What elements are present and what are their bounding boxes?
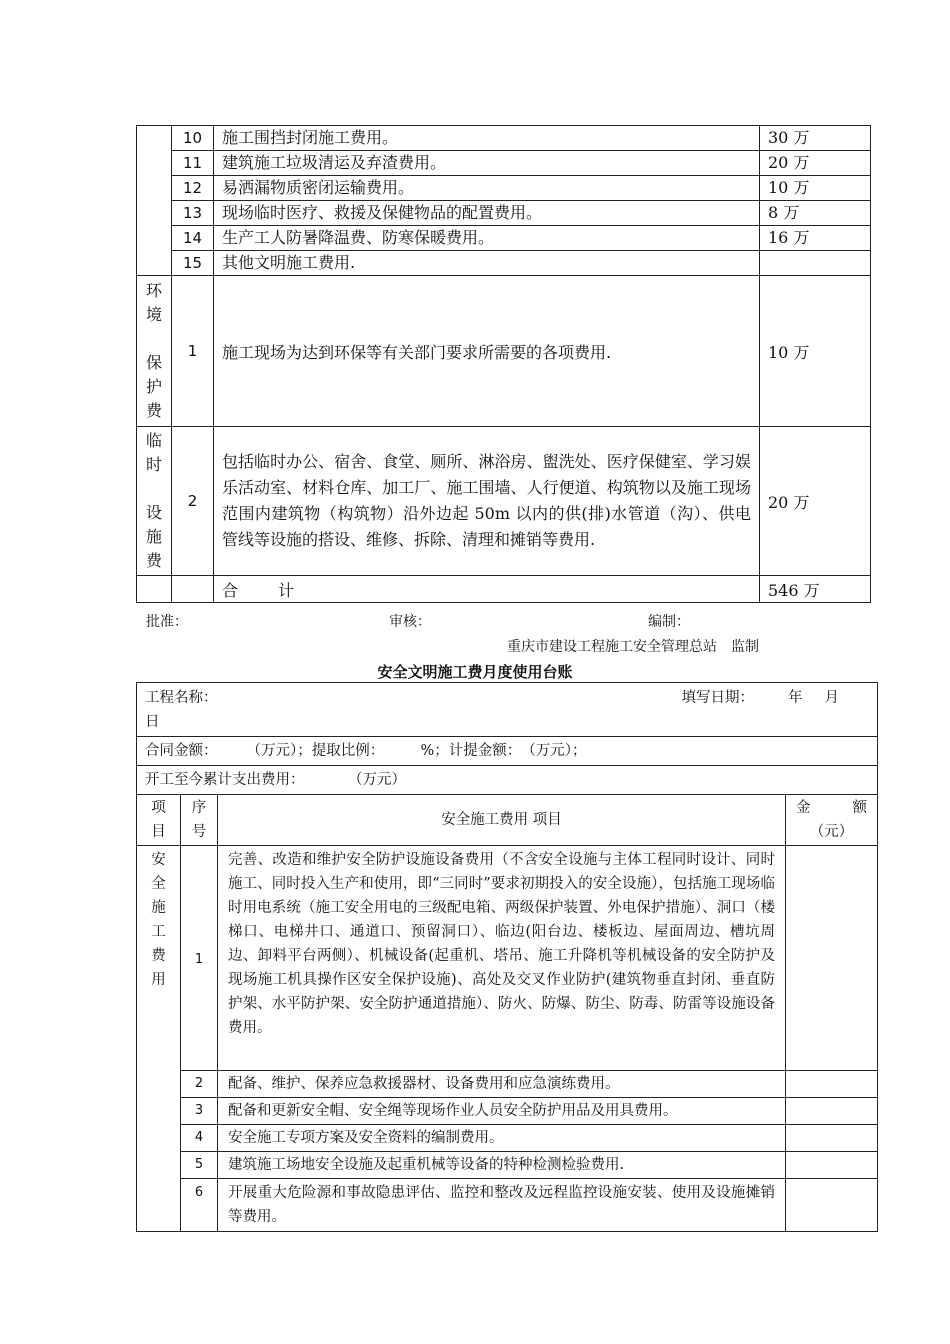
row-number: 11 [172, 151, 214, 176]
category-safety: 安全施工费用 [151, 852, 166, 988]
issuer-line: 重庆市建设工程施工安全管理总站 监制 [507, 639, 759, 655]
row-amount [786, 1098, 878, 1125]
row-number: 2 [181, 1071, 218, 1098]
table-row [137, 226, 871, 251]
row-amount: 10 万 [760, 276, 871, 427]
contract-row [137, 737, 878, 766]
total-label: 合 计 [214, 576, 760, 603]
table-row [137, 1071, 878, 1098]
fill-date-label: 填写日期： [681, 690, 754, 706]
row-amount [786, 846, 878, 1071]
ledger-title: 安全文明施工费月度使用台账 [377, 663, 573, 681]
total-amount: 546 万 [760, 576, 871, 603]
row-amount: 30 万 [760, 126, 871, 151]
table-row [137, 1152, 878, 1179]
row-number: 10 [172, 126, 214, 151]
row-amount: 8 万 [760, 201, 871, 226]
table-row [137, 1125, 878, 1152]
row-amount [786, 1125, 878, 1152]
row-item: 包括临时办公、宿舍、食堂、厕所、淋浴房、盥洗处、医疗保健室、学习娱乐活动室、材料仓库、加工厂、施工围墙、人行便道、构筑物以及施工现场范围内建筑物（构筑物）沿外边起 50m 以内的供(排)水管道（沟）、供电管线等设施的搭设、维修、拆除、清理和摊销等费用. [214, 427, 760, 576]
table-row [137, 1179, 878, 1232]
category-env-bottom: 保护费 [145, 353, 162, 420]
table-row [137, 126, 871, 151]
cumulative-line: 开工至今累计支出费用： （万元） [137, 766, 878, 795]
category-temp [137, 427, 172, 576]
row-amount [760, 251, 871, 276]
column-header-amount: 金 额 （元） [786, 795, 878, 846]
prepare-label: 编制： [648, 614, 690, 630]
table-row-env [137, 276, 871, 427]
row-number: 14 [172, 226, 214, 251]
row-item: 建筑施工垃圾清运及弃渣费用。 [214, 151, 760, 176]
contract-line: 合同金额： （万元）；提取比例： %；计提金额： （万元）； [137, 737, 878, 766]
row-desc: 配备和更新安全帽、安全绳等现场作业人员安全防护用品及用具费用。 [218, 1098, 786, 1125]
row-number: 6 [181, 1179, 218, 1232]
row-amount: 10 万 [760, 176, 871, 201]
row-number: 1 [181, 846, 218, 1071]
category-temp-bottom: 设施费 [145, 503, 162, 570]
row-number: 5 [181, 1152, 218, 1179]
row-desc: 安全施工专项方案及安全资料的编制费用。 [218, 1125, 786, 1152]
month-label: 月 [824, 690, 839, 706]
cumulative-row [137, 766, 878, 795]
table-row [137, 1098, 878, 1125]
total-row [137, 576, 871, 603]
row-number: 3 [181, 1098, 218, 1125]
column-header-row [137, 795, 878, 846]
row-item: 施工现场为达到环保等有关部门要求所需要的各项费用. [214, 276, 760, 427]
row-item: 施工围挡封闭施工费用。 [214, 126, 760, 151]
category-cell-blank [137, 126, 172, 276]
column-header-no: 序号 [191, 800, 207, 840]
project-name-label: 工程名称： [145, 690, 218, 706]
year-label: 年 [788, 690, 803, 706]
row-desc: 配备、维护、保养应急救援器材、设备费用和应急演练费用。 [218, 1071, 786, 1098]
table-row [137, 151, 871, 176]
column-header-item: 项目 [151, 800, 166, 840]
row-item: 易洒漏物质密闭运输费用。 [214, 176, 760, 201]
row-number: 4 [181, 1125, 218, 1152]
table-row [137, 846, 878, 1071]
row-number: 1 [172, 276, 214, 427]
table-row [137, 201, 871, 226]
row-desc: 完善、改造和维护安全防护设施设备费用（不含安全设施与主体工程同时设计、同时施工、同时投入生产和使用，即“三同时”要求初期投入的安全设施），包括施工现场临时用电系统（施工安全用电的三级配电箱、两级保护装置、外电保护措施）、洞口（楼梯口、电梯井口、通道口、预留洞口）、临边(阳台边、楼板边、屋面周边、槽坑周边、卸料平台两侧）、机械设备(起重机、塔吊、施工升降机等机械设备的安全防护及现场施工机具操作区安全保护设施)、高处及交叉作业防护(建筑物垂直封闭、垂直防护架、水平防护架、安全防护通道措施）、防火、防爆、防尘、防毒、防雷等设施设备费用。 [218, 846, 786, 1071]
row-amount: 20 万 [760, 427, 871, 576]
row-number: 12 [172, 176, 214, 201]
row-number: 2 [172, 427, 214, 576]
day-label: 日 [145, 714, 160, 730]
column-header-desc: 安全施工费用 项目 [218, 795, 786, 846]
row-desc: 建筑施工场地安全设施及起重机械等设备的特种检测检验费用. [218, 1152, 786, 1179]
category-env [137, 276, 172, 427]
table-row [137, 176, 871, 201]
row-item: 生产工人防暑降温费、防寒保暖费用。 [214, 226, 760, 251]
row-amount [786, 1152, 878, 1179]
table-row-temp [137, 427, 871, 576]
approve-label: 批准： [146, 614, 188, 630]
project-info-row [137, 683, 878, 737]
row-amount: 20 万 [760, 151, 871, 176]
row-amount: 16 万 [760, 226, 871, 251]
row-number: 13 [172, 201, 214, 226]
row-amount [786, 1179, 878, 1232]
row-amount [786, 1071, 878, 1098]
row-desc: 开展重大危险源和事故隐患评估、监控和整改及远程监控设施安装、使用及设施摊销等费用。 [218, 1179, 786, 1232]
row-item: 其他文明施工费用. [214, 251, 760, 276]
table-row [137, 251, 871, 276]
category-env-top: 环境 [145, 281, 162, 324]
cost-table [136, 125, 871, 603]
row-item: 现场临时医疗、救援及保健物品的配置费用。 [214, 201, 760, 226]
category-temp-top: 临时 [145, 431, 162, 474]
ledger-table [136, 682, 878, 1232]
row-number: 15 [172, 251, 214, 276]
review-label: 审核： [389, 614, 431, 630]
